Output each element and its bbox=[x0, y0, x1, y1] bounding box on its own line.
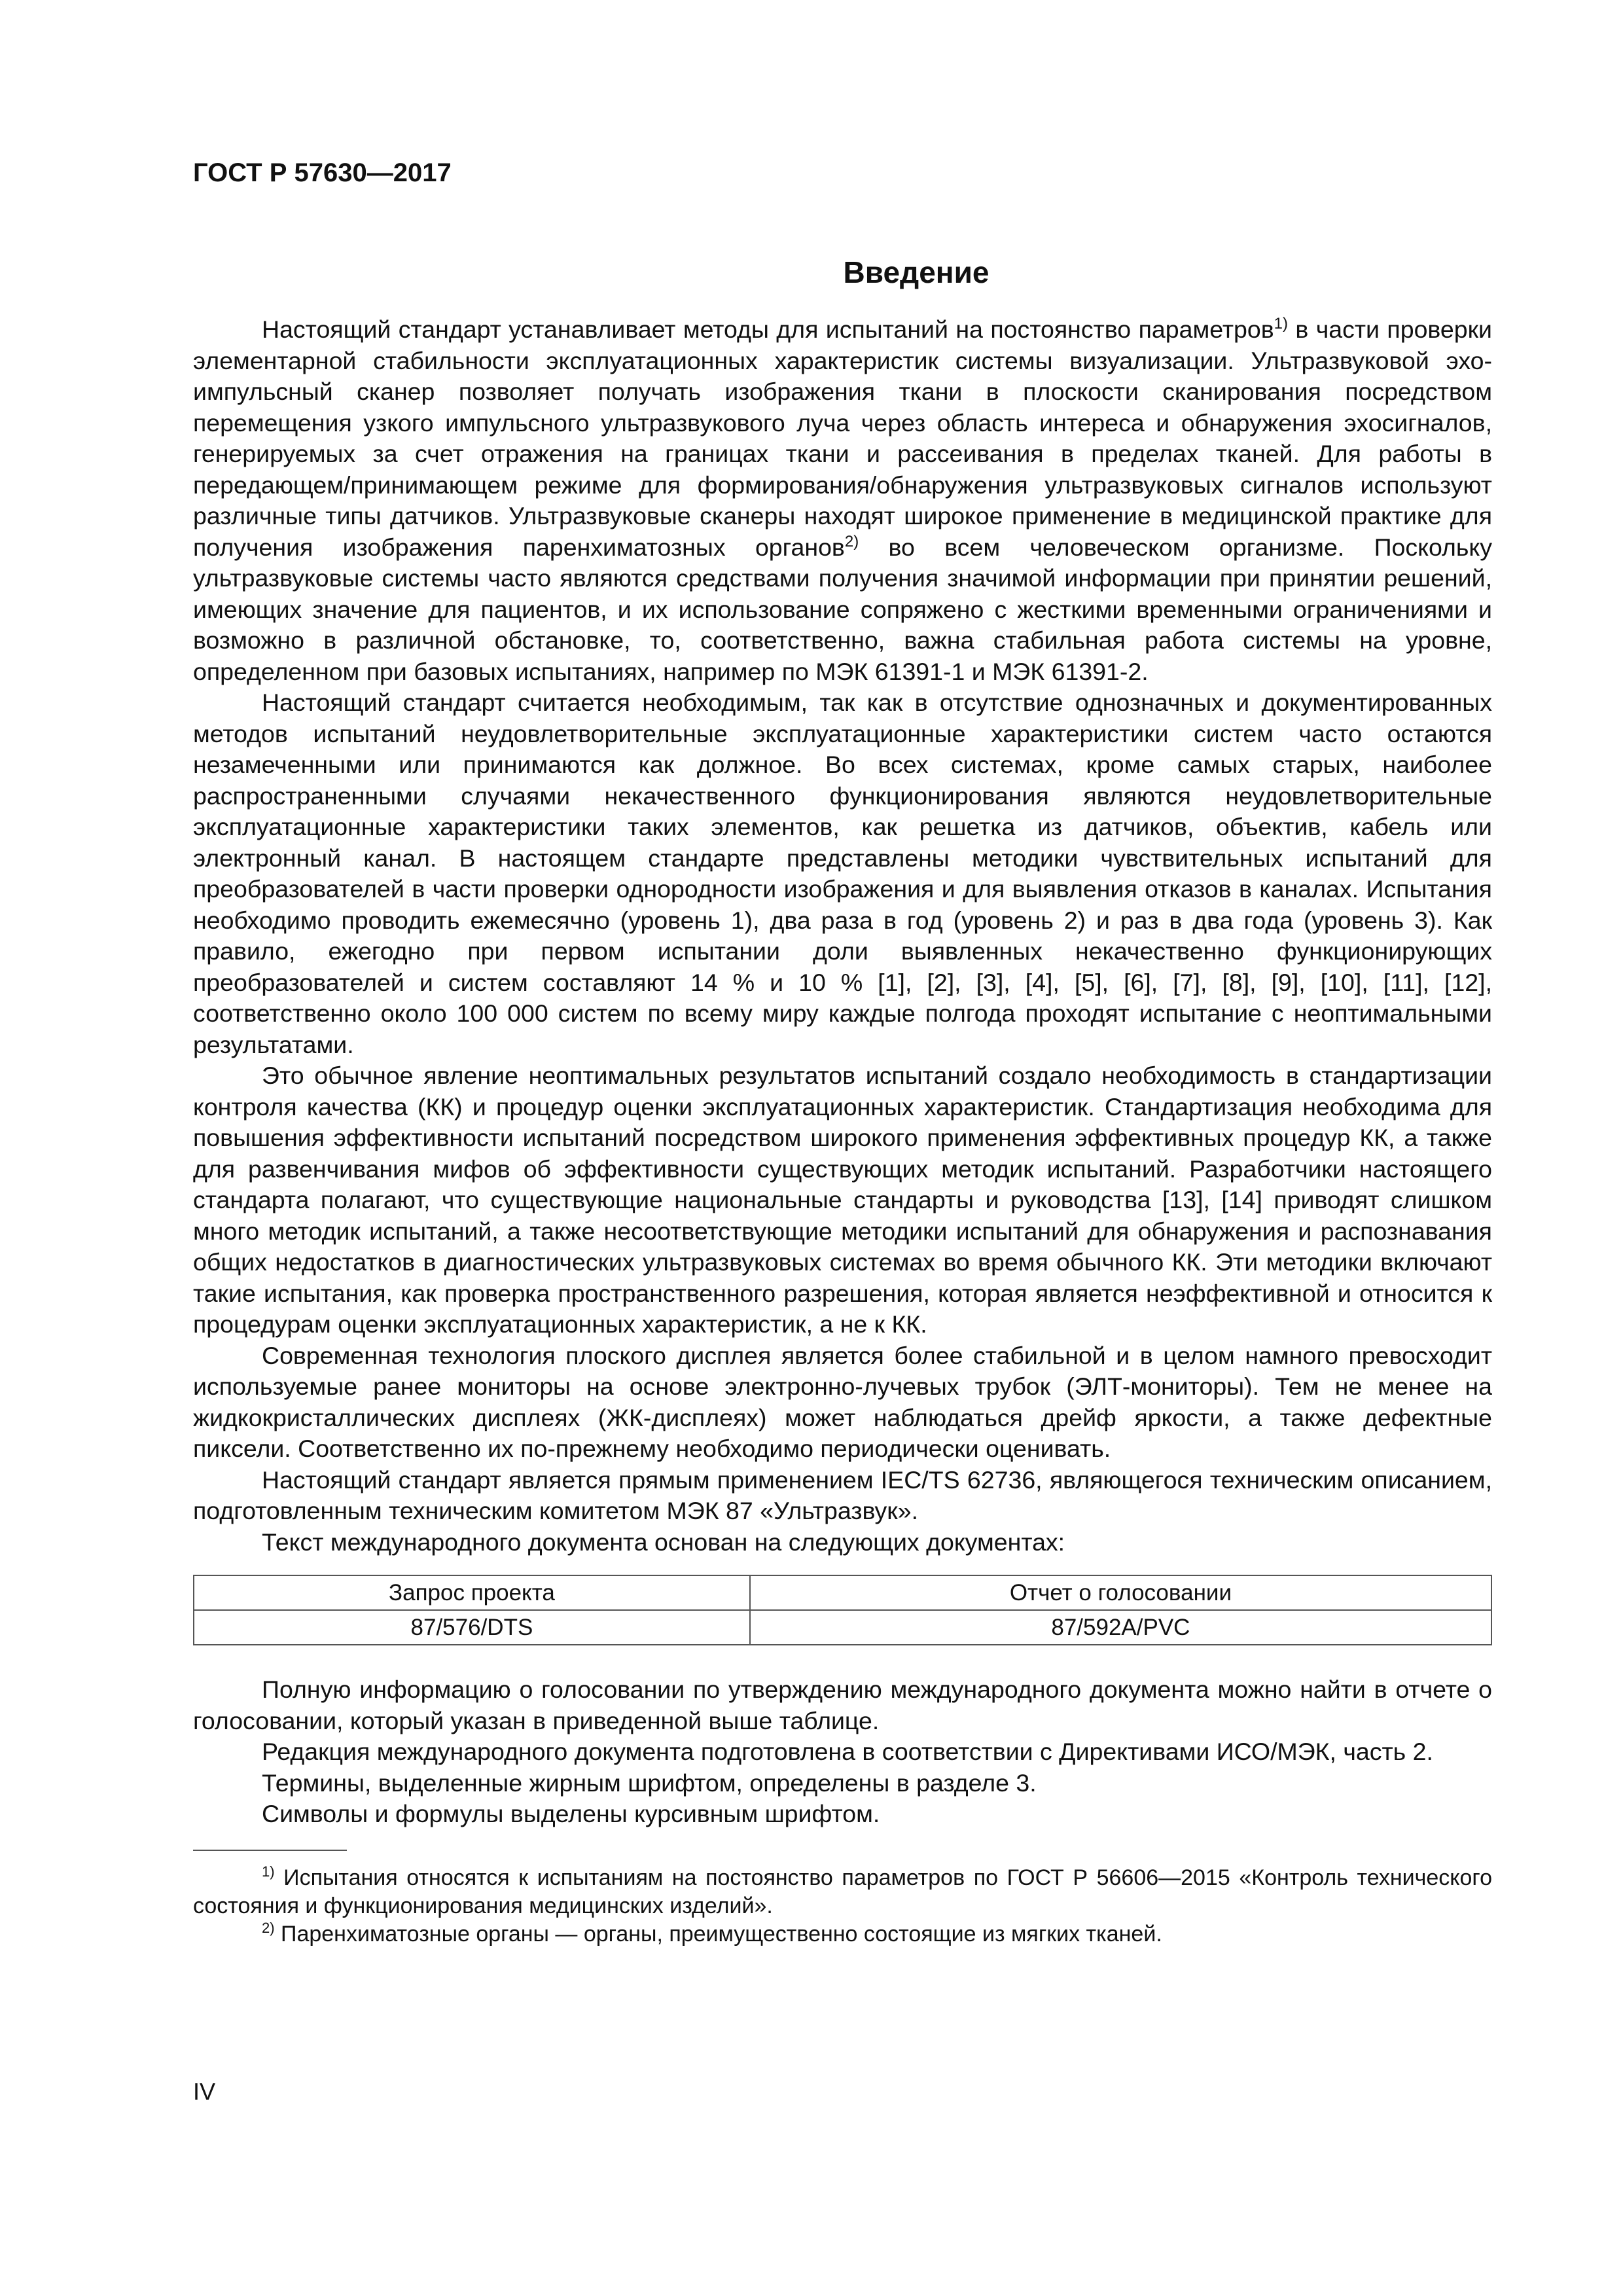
documents-table bbox=[193, 1575, 1492, 1645]
footnote-2 bbox=[193, 1920, 1492, 1948]
footnote-mark-2: 2) bbox=[262, 1919, 275, 1936]
section-title: Введение bbox=[843, 255, 990, 289]
table-cell: 87/576/DTS bbox=[194, 1610, 750, 1645]
footnote-1-text: Испытания относятся к испытаниям на постоянство параметров по ГОСТ Р 56606—2015 «Контроль технического состояния и функционирования медицинских изделий». bbox=[193, 1865, 1492, 1918]
paragraph-3: Это обычное явление неоптимальных результатов испытаний создало необходимость в стандартизации контроля качества (КК) и процедур оценки эксплуатационных характеристик. Стандартизация необходима для повышения эффективности испытаний посредством широкого применения эффективных процедур КК, а также для развенчивания мифов об эффективности существующих методик испытаний. Разработчики настоящего стандарта полагают, что существующие национальные стандарты и руководства [13], [14] приводят слишком много методик испытаний, а также несоответствующие методики испытаний для обнаружения и распознавания общих недостатков в диагностических ультразвуковых системах во время обычного КК. Эти методики включают такие испытания, как проверка пространственного разрешения, которая является неэффективной и относится к процедурам оценки эксплуатационных характеристик, а не к КК. bbox=[193, 1062, 1492, 1338]
paragraph-5: Настоящий стандарт является прямым применением IEC/TS 62736, являющегося техническим описанием, подготовленным техническим комитетом МЭК 87 «Ультразвук». bbox=[193, 1465, 1492, 1524]
table-header-cell: Запрос проекта bbox=[194, 1575, 750, 1610]
paragraph-7: Полную информацию о голосовании по утверждению международного документа можно найти в отчете о голосовании, который указан в приведенной выше таблице. bbox=[193, 1676, 1492, 1734]
footnote-ref-1[interactable]: 1) bbox=[1274, 315, 1288, 332]
footnote-divider bbox=[193, 1850, 347, 1851]
footnote-mark-1: 1) bbox=[262, 1863, 275, 1880]
paragraph-9: Термины, выделенные жирным шрифтом, определены в разделе 3. bbox=[262, 1768, 1037, 1797]
paragraph-8: Редакция международного документа подготовлена в соответствии с Директивами ИСО/МЭК, часть 2. bbox=[262, 1738, 1433, 1765]
paragraph-10: Символы и формулы выделены курсивным шрифтом. bbox=[262, 1800, 880, 1827]
document-number: ГОСТ Р 57630—2017 bbox=[193, 158, 452, 187]
table-row bbox=[194, 1610, 1491, 1645]
paragraph-1-part-a: Настоящий стандарт устанавливает методы для испытаний на постоянство параметров bbox=[262, 315, 1274, 343]
paragraph-4: Современная технология плоского дисплея является более стабильной и в целом намного превосходит используемые ранее мониторы на основе электронно-лучевых трубок (ЭЛТ-мониторы). Тем не менее на жидкокристаллических дисплеях (ЖК-дисплеях) может наблюдаться дрейф яркости, а также дефектные пиксели. Соответственно их по-прежнему необходимо периодически оценивать. bbox=[193, 1341, 1492, 1462]
paragraph-2: Настоящий стандарт считается необходимым, так как в отсутствие однозначных и документированных методов испытаний неудовлетворительные эксплуатационные характеристики систем часто остаются незамеченными или принимаются как должное. Во всех системах, кроме самых старых, наиболее распространенными случаями некачественного функционирования являются неудовлетворительные эксплуатационные характеристики таких элементов, как решетка из датчиков, объектив, кабель или электронный канал. В настоящем стандарте представлены методики чувствительных испытаний для преобразователей в части проверки однородности изображения и для выявления отказов в каналах. Испытания необходимо проводить ежемесячно (уровень 1), два раза в год (уровень 2) и раз в два года (уровень 3). Как правило, ежегодно при первом испытании доли выявленных некачественно функционирующих преобразователей и систем составляют 14 % и 10 % [1], [2], [3], [4], [5], [6], [7], [8], [9], [10], [11], [12], соответственно около 100 000 систем по всему миру каждые полгода проходят испытание с неоптимальными результатами. bbox=[193, 689, 1492, 1058]
paragraph-1-part-c: во всем человеческом организме. Поскольку ультразвуковые системы часто являются средствами получения значимой информации при принятии решений, имеющих значение для пациентов, и их использование сопряжено с жесткими временными ограничениями и возможно в различной обстановке, то, соответственно, важна стабильная работа системы на уровне, определенном при базовых испытаниях, например по МЭК 61391-1 и МЭК 61391-2. bbox=[193, 533, 1492, 685]
page bbox=[193, 157, 1492, 1948]
paragraph-1 bbox=[193, 314, 1492, 687]
page-number: IV bbox=[193, 2078, 216, 2105]
footnote-1 bbox=[193, 1864, 1492, 1920]
paragraph-1-part-b: в части проверки элементарной стабильности эксплуатационных характеристик системы визуализации. Ультразвуковой эхо-импульсный сканер позволяет получать изображения ткани в плоскости сканирования посредством перемещения узкого импульсного ультразвукового луча через область интереса и обнаружения эхосигналов, генерируемых за счет отражения на границах ткани и рассеивания в пределах тканей. Для работы в передающем/принимающем режиме для формирования/обнаружения ультразвуковых сигналов используют различные типы датчиков. Ультразвуковые сканеры находят широкое применение в медицинской практике для получения изображения паренхиматозных органов bbox=[193, 315, 1492, 561]
footnote-2-text: Паренхиматозные органы — органы, преимущественно состоящие из мягких тканей. bbox=[274, 1921, 1162, 1946]
paragraph-6: Текст международного документа основан на следующих документах: bbox=[262, 1528, 1065, 1556]
table-header-row bbox=[194, 1575, 1491, 1610]
table-cell: 87/592A/PVC bbox=[750, 1610, 1491, 1645]
footnote-ref-2[interactable]: 2) bbox=[844, 532, 859, 550]
table-header-cell: Отчет о голосовании bbox=[750, 1575, 1491, 1610]
